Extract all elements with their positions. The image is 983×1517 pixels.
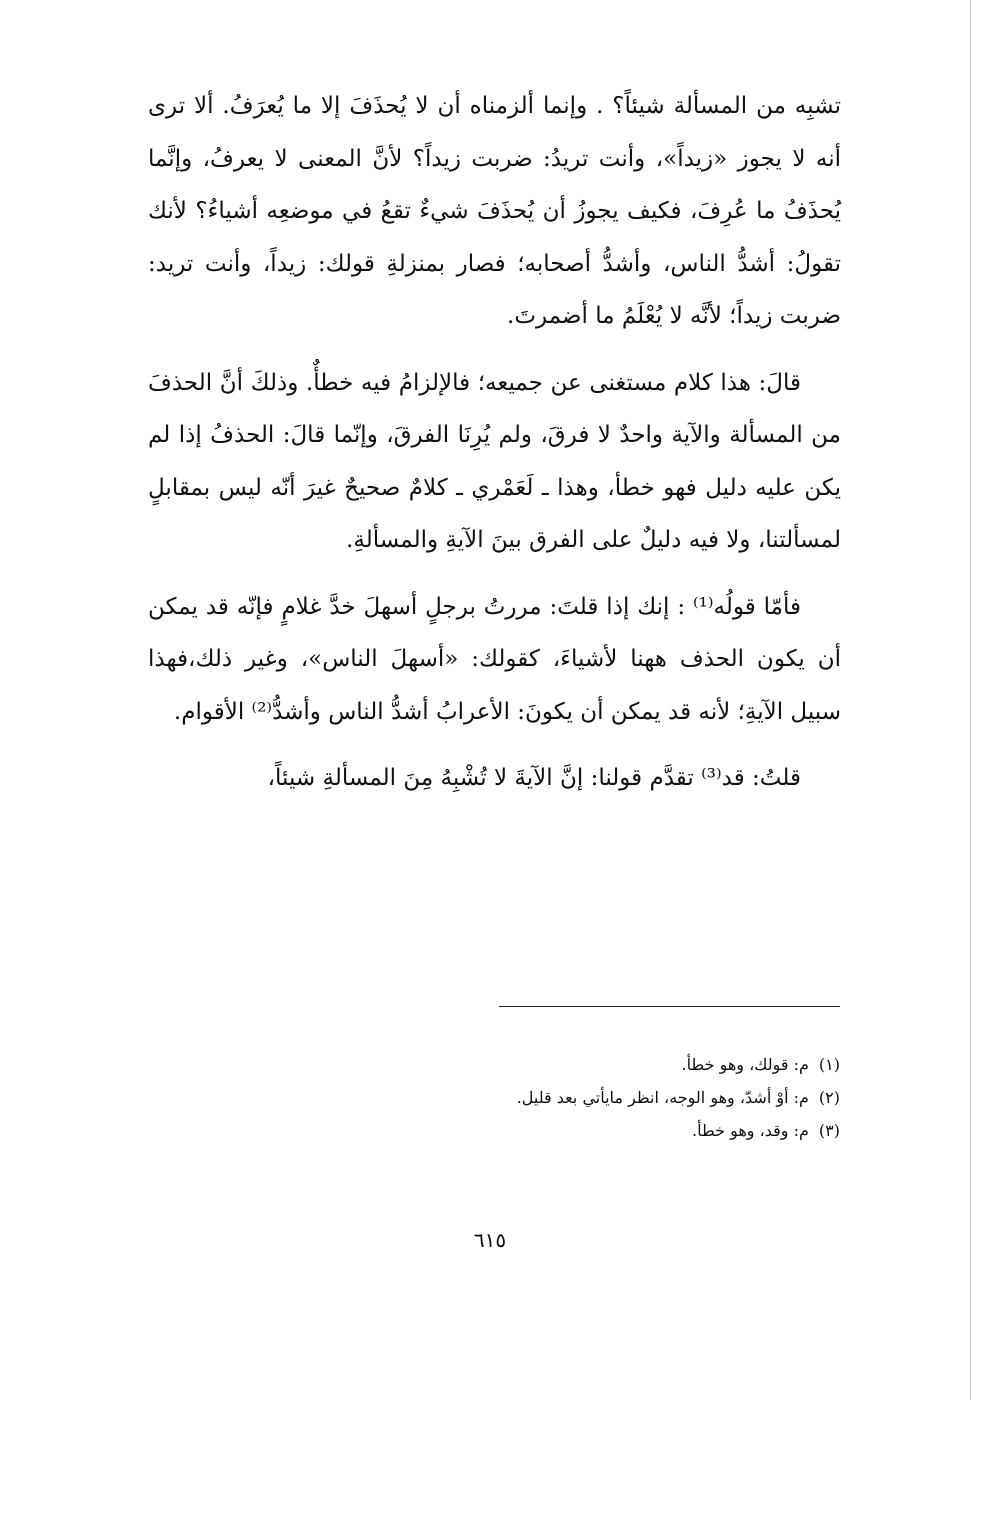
footnote-number: (١): [818, 1055, 840, 1074]
footnote-number: (٢): [818, 1088, 840, 1107]
footnote-1: [300, 1048, 840, 1081]
footnote-text: م: أوْ أشدّ، وهو الوجه، انظر مايأتي بعد قليل.: [516, 1088, 809, 1107]
footnote-number: (٣): [818, 1121, 840, 1140]
paragraph-3: فأمّا قولُه⁽¹⁾ : إنك إذا قلتَ: مررتُ برجلٍ أسهلَ خدَّ غلامٍ فإنّه قد يمكن أن يكون الحذف ههنا لأشياءَ، كقولك: «أسهلَ الناس»، وغير ذلك،فهذا سبيل الآيةِ؛ لأنه قد يمكن أن يكونَ: الأعرابُ أشدُّ الناس وأشدُّ⁽²⁾ الأقوام.: [148, 593, 841, 725]
footnote-text: م: قولك، وهو خطأ.: [681, 1055, 809, 1074]
footnote-separator: [499, 1006, 840, 1007]
page-number: ٦١٥: [473, 1228, 507, 1252]
footnotes: [300, 1048, 840, 1147]
page-edge-line: [970, 0, 971, 1400]
footnote-text: م: وقد، وهو خطأ.: [692, 1121, 809, 1140]
paragraph-2: قالَ: هذا كلام مستغنى عن جميعه؛ فالإلزامُ فيه خطأٌ. وذلكَ أنَّ الحذفَ من المسألة والآية واحدٌ لا فرقَ، ولم يُرِنَا الفرقَ، وإنّما قالَ: الحذفُ إذا لم يكن عليه دليل فهو خطأ، وهذا ـ لَعَمْري ـ كلامٌ صحيحٌ غيرَ أنّه ليس بمقابلٍ لمسألتنا، ولا فيه دليلٌ على الفرق بينَ الآيةِ والمسألةِ.: [148, 369, 841, 553]
paragraph-1: تشبِه من المسألة شيئاً؟ . وإنما ألزمناه أن لا يُحذَفَ إلا ما يُعرَفُ. ألا ترى أنه لا يجوز «زيداً»، وأنت تريدُ: ضربت زيداً؟ لأنَّ المعنى لا يعرفُ، وإنَّما يُحذَفُ ما عُرِفَ، فكيف يجوزُ أن يُحذَفَ شيءٌ تقعُ في موضعِه أشياءُ؟ لأنك تقولُ: أشدُّ الناس، وأشدُّ أصحابه؛ فصار بمنزلةِ قولك: زيداً، وأنت تريد: ضربت زيداً؛ لأنَّه لا يُعْلَمُ ما أضمرتَ.: [148, 93, 841, 329]
paragraph-4: قلتُ: قد⁽³⁾ تقدَّم قولنا: إنَّ الآيةَ لا تُشْبِهُ مِنَ المسألةِ شيئاً،: [267, 765, 801, 791]
footnote-3: [300, 1114, 840, 1147]
main-text: [148, 80, 841, 819]
footnote-2: [300, 1081, 840, 1114]
